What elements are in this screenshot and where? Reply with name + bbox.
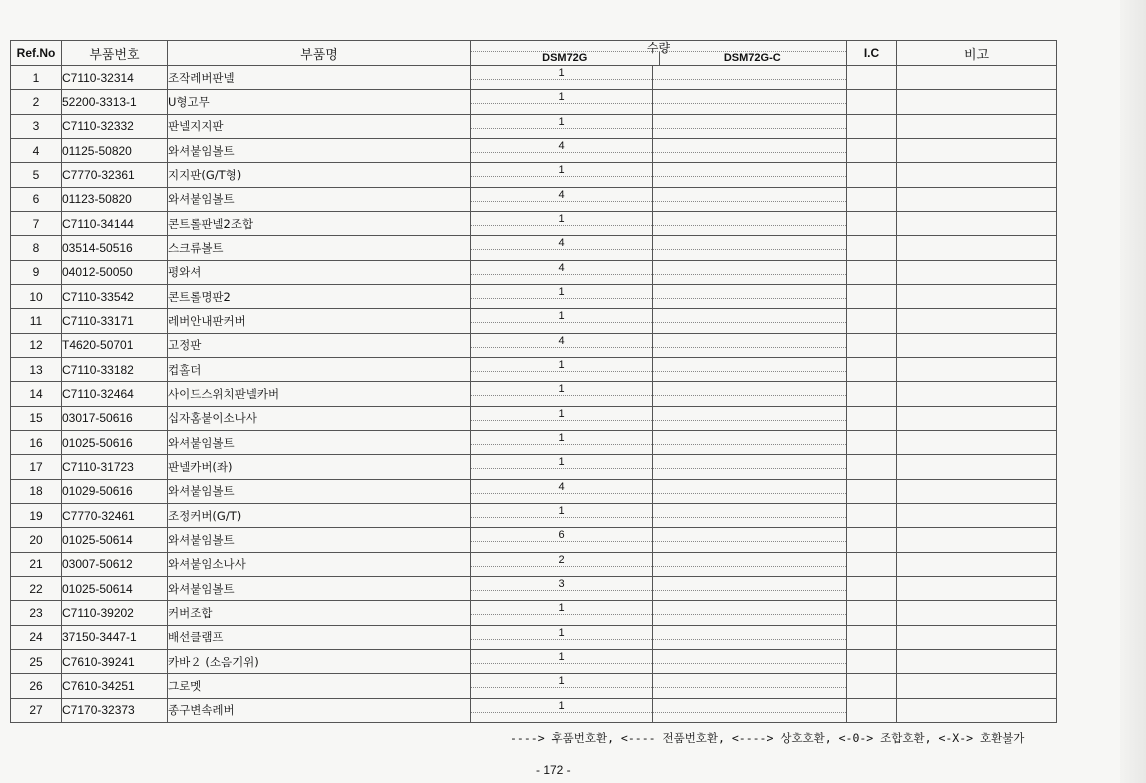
qty-cell-model-b	[653, 406, 847, 430]
ref-cell: 15	[11, 406, 62, 430]
ref-cell: 1	[11, 66, 62, 90]
part-name-cell: 콘트롤판넬2조합	[168, 211, 471, 235]
qty-cell-model-a	[471, 138, 653, 162]
ic-cell	[847, 698, 897, 722]
table-row	[11, 163, 1057, 187]
table-row	[11, 187, 1057, 211]
part-name-cell: 와셔붙임소나사	[168, 552, 471, 576]
ic-cell	[847, 333, 897, 357]
table-row	[11, 576, 1057, 600]
table-row	[11, 211, 1057, 235]
qty-value: 4	[558, 334, 565, 347]
part-name-cell: 사이드스위치판넬카버	[168, 382, 471, 406]
part-name-cell: 커버조합	[168, 601, 471, 625]
ic-cell	[847, 649, 897, 673]
part-name-cell: 판넬지지판	[168, 114, 471, 138]
remarks-cell	[897, 479, 1057, 503]
ic-cell	[847, 382, 897, 406]
qty-cell-model-b	[653, 576, 847, 600]
remarks-cell	[897, 333, 1057, 357]
ref-cell: 6	[11, 187, 62, 211]
ref-cell: 16	[11, 430, 62, 454]
ref-cell: 19	[11, 503, 62, 527]
qty-cell-model-a	[471, 552, 653, 576]
part-name-cell: 지지판(G/T형)	[168, 163, 471, 187]
qty-cell-model-a	[471, 90, 653, 114]
qty-cell-model-a	[471, 576, 653, 600]
parts-table	[10, 40, 1057, 723]
table-row	[11, 260, 1057, 284]
part-no-cell: C7110-33542	[62, 284, 168, 308]
table-row	[11, 503, 1057, 527]
table-header-row	[11, 41, 1057, 66]
part-no-cell: 37150-3447-1	[62, 625, 168, 649]
part-no-cell: C7770-32361	[62, 163, 168, 187]
remarks-cell	[897, 163, 1057, 187]
qty-value: 1	[558, 358, 565, 371]
qty-cell-model-a	[471, 236, 653, 260]
part-no-cell: 01025-50614	[62, 528, 168, 552]
part-name-cell: 종구변속레버	[168, 698, 471, 722]
ic-cell	[847, 552, 897, 576]
part-name-cell: 고정판	[168, 333, 471, 357]
qty-value: 1	[558, 91, 565, 104]
table-row	[11, 601, 1057, 625]
table-row	[11, 357, 1057, 381]
ic-cell	[847, 455, 897, 479]
header-ic: I.C	[847, 41, 897, 66]
ref-cell: 2	[11, 90, 62, 114]
qty-value: 1	[558, 602, 565, 615]
qty-value: 1	[558, 626, 565, 639]
qty-cell-model-b	[653, 260, 847, 284]
part-no-cell: C7110-34144	[62, 211, 168, 235]
remarks-cell	[897, 357, 1057, 381]
qty-value: 1	[558, 212, 565, 225]
qty-cell-model-b	[653, 163, 847, 187]
qty-cell-model-a	[471, 211, 653, 235]
qty-cell-model-a	[471, 187, 653, 211]
qty-value: 6	[558, 529, 565, 542]
table-row	[11, 236, 1057, 260]
part-no-cell: C7610-34251	[62, 674, 168, 698]
header-quantity	[471, 41, 847, 66]
qty-cell-model-a	[471, 698, 653, 722]
ic-cell	[847, 211, 897, 235]
table-row	[11, 333, 1057, 357]
qty-value: 1	[558, 699, 565, 712]
ref-cell: 17	[11, 455, 62, 479]
ref-cell: 7	[11, 211, 62, 235]
part-no-cell: 04012-50050	[62, 260, 168, 284]
header-remarks: 비고	[897, 41, 1057, 66]
ref-cell: 21	[11, 552, 62, 576]
ref-cell: 8	[11, 236, 62, 260]
part-no-cell: 01123-50820	[62, 187, 168, 211]
ref-cell: 14	[11, 382, 62, 406]
ref-cell: 3	[11, 114, 62, 138]
part-no-cell: C7110-33182	[62, 357, 168, 381]
qty-cell-model-a	[471, 163, 653, 187]
ref-cell: 22	[11, 576, 62, 600]
qty-value: 1	[558, 67, 565, 79]
table-row	[11, 649, 1057, 673]
part-no-cell: C7170-32373	[62, 698, 168, 722]
remarks-cell	[897, 187, 1057, 211]
part-name-cell: 와셔붙임볼트	[168, 576, 471, 600]
qty-cell-model-b	[653, 309, 847, 333]
ic-cell	[847, 114, 897, 138]
table-row	[11, 479, 1057, 503]
ic-cell	[847, 163, 897, 187]
qty-value: 4	[558, 139, 565, 152]
table-row	[11, 674, 1057, 698]
remarks-cell	[897, 309, 1057, 333]
table-row	[11, 284, 1057, 308]
ref-cell: 24	[11, 625, 62, 649]
ic-cell	[847, 601, 897, 625]
ic-cell	[847, 236, 897, 260]
part-no-cell: 01025-50616	[62, 430, 168, 454]
ic-cell	[847, 674, 897, 698]
remarks-cell	[897, 576, 1057, 600]
qty-value: 2	[558, 553, 565, 566]
part-no-cell: C7110-39202	[62, 601, 168, 625]
qty-cell-model-a	[471, 674, 653, 698]
qty-value: 1	[558, 504, 565, 517]
header-ref-no: Ref.No	[11, 41, 62, 66]
qty-value: 1	[558, 650, 565, 663]
ic-cell	[847, 187, 897, 211]
qty-cell-model-b	[653, 114, 847, 138]
part-no-cell: T4620-50701	[62, 333, 168, 357]
qty-value: 1	[558, 383, 565, 396]
part-name-cell: 카바２ (소음기위)	[168, 649, 471, 673]
part-no-cell: C7110-31723	[62, 455, 168, 479]
qty-cell-model-b	[653, 698, 847, 722]
part-name-cell: 와셔붙임볼트	[168, 187, 471, 211]
remarks-cell	[897, 625, 1057, 649]
interchange-legend: ----> 후품번호환, <---- 전품번호환, <----> 상호호환, <-0-> 조합호환, <-X-> 호환불가	[510, 731, 1025, 745]
part-no-cell: C7110-32314	[62, 66, 168, 90]
part-no-cell: C7110-33171	[62, 309, 168, 333]
qty-cell-model-a	[471, 357, 653, 381]
header-model-b: DSM72G-C	[723, 52, 781, 64]
part-no-cell: 03514-50516	[62, 236, 168, 260]
page-edge	[1120, 0, 1146, 783]
table-row	[11, 528, 1057, 552]
header-qty-title: 수량	[646, 41, 671, 55]
qty-value: 1	[558, 675, 565, 688]
qty-cell-model-a	[471, 114, 653, 138]
qty-value: 1	[558, 431, 565, 444]
part-name-cell: 판넬카버(좌)	[168, 455, 471, 479]
remarks-cell	[897, 138, 1057, 162]
qty-cell-model-b	[653, 479, 847, 503]
ic-cell	[847, 576, 897, 600]
qty-cell-model-a	[471, 455, 653, 479]
qty-cell-model-a	[471, 333, 653, 357]
part-name-cell: 컵홀더	[168, 357, 471, 381]
header-part-name: 부품명	[168, 41, 471, 66]
qty-cell-model-b	[653, 455, 847, 479]
table-row	[11, 430, 1057, 454]
qty-cell-model-b	[653, 66, 847, 90]
qty-value: 1	[558, 407, 565, 420]
ic-cell	[847, 528, 897, 552]
table-row	[11, 625, 1057, 649]
remarks-cell	[897, 260, 1057, 284]
remarks-cell	[897, 528, 1057, 552]
ic-cell	[847, 430, 897, 454]
ref-cell: 5	[11, 163, 62, 187]
part-name-cell: 조정커버(G/T)	[168, 503, 471, 527]
part-no-cell: 52200-3313-1	[62, 90, 168, 114]
ref-cell: 26	[11, 674, 62, 698]
ref-cell: 13	[11, 357, 62, 381]
qty-cell-model-b	[653, 528, 847, 552]
qty-cell-model-b	[653, 333, 847, 357]
part-name-cell: 콘트롤명판2	[168, 284, 471, 308]
qty-cell-model-b	[653, 649, 847, 673]
qty-cell-model-a	[471, 430, 653, 454]
ic-cell	[847, 66, 897, 90]
ref-cell: 9	[11, 260, 62, 284]
remarks-cell	[897, 382, 1057, 406]
part-name-cell: 십자홈붙이소나사	[168, 406, 471, 430]
remarks-cell	[897, 503, 1057, 527]
ic-cell	[847, 625, 897, 649]
ic-cell	[847, 406, 897, 430]
part-no-cell: C7610-39241	[62, 649, 168, 673]
qty-value: 1	[558, 456, 565, 469]
page-number: - 172 -	[536, 763, 571, 777]
qty-cell-model-a	[471, 625, 653, 649]
ref-cell: 11	[11, 309, 62, 333]
table-row	[11, 114, 1057, 138]
header-model-a: DSM72G	[542, 52, 588, 64]
qty-cell-model-a	[471, 649, 653, 673]
part-name-cell: 배선클램프	[168, 625, 471, 649]
part-no-cell: 01125-50820	[62, 138, 168, 162]
part-name-cell: 와셔붙임볼트	[168, 138, 471, 162]
table-row	[11, 382, 1057, 406]
qty-value: 1	[558, 310, 565, 323]
ref-cell: 4	[11, 138, 62, 162]
part-name-cell: 평와셔	[168, 260, 471, 284]
qty-value: 1	[558, 285, 565, 298]
ic-cell	[847, 90, 897, 114]
qty-cell-model-a	[471, 284, 653, 308]
table-row	[11, 406, 1057, 430]
table-row	[11, 90, 1057, 114]
table-row	[11, 698, 1057, 722]
part-name-cell: 그로멧	[168, 674, 471, 698]
table-row	[11, 309, 1057, 333]
qty-cell-model-b	[653, 138, 847, 162]
ref-cell: 10	[11, 284, 62, 308]
table-row	[11, 66, 1057, 90]
ic-cell	[847, 309, 897, 333]
qty-cell-model-b	[653, 357, 847, 381]
qty-cell-model-b	[653, 211, 847, 235]
qty-cell-model-a	[471, 260, 653, 284]
qty-cell-model-a	[471, 406, 653, 430]
part-name-cell: 와셔붙임볼트	[168, 430, 471, 454]
table-row	[11, 138, 1057, 162]
qty-cell-model-b	[653, 284, 847, 308]
part-no-cell: 01029-50616	[62, 479, 168, 503]
ref-cell: 23	[11, 601, 62, 625]
qty-cell-model-a	[471, 66, 653, 90]
qty-value: 3	[558, 577, 565, 590]
qty-cell-model-a	[471, 601, 653, 625]
qty-value: 1	[558, 115, 565, 128]
ic-cell	[847, 260, 897, 284]
remarks-cell	[897, 406, 1057, 430]
ic-cell	[847, 503, 897, 527]
table-row	[11, 552, 1057, 576]
qty-cell-model-b	[653, 236, 847, 260]
part-name-cell: 스크류볼트	[168, 236, 471, 260]
qty-cell-model-b	[653, 601, 847, 625]
qty-cell-model-b	[653, 552, 847, 576]
qty-cell-model-a	[471, 528, 653, 552]
part-name-cell: 조작레버판넬	[168, 66, 471, 90]
ic-cell	[847, 357, 897, 381]
qty-value: 4	[558, 188, 565, 201]
header-part-no: 부품번호	[62, 41, 168, 66]
remarks-cell	[897, 90, 1057, 114]
qty-cell-model-b	[653, 503, 847, 527]
qty-cell-model-a	[471, 309, 653, 333]
qty-cell-model-b	[653, 90, 847, 114]
remarks-cell	[897, 66, 1057, 90]
qty-cell-model-b	[653, 187, 847, 211]
qty-cell-model-b	[653, 674, 847, 698]
remarks-cell	[897, 601, 1057, 625]
part-name-cell: U형고무	[168, 90, 471, 114]
qty-cell-model-a	[471, 382, 653, 406]
qty-value: 4	[558, 480, 565, 493]
remarks-cell	[897, 674, 1057, 698]
qty-value: 1	[558, 164, 565, 177]
qty-value: 4	[558, 261, 565, 274]
ic-cell	[847, 479, 897, 503]
remarks-cell	[897, 455, 1057, 479]
remarks-cell	[897, 430, 1057, 454]
ref-cell: 20	[11, 528, 62, 552]
remarks-cell	[897, 649, 1057, 673]
part-no-cell: 01025-50614	[62, 576, 168, 600]
part-name-cell: 레버안내판커버	[168, 309, 471, 333]
remarks-cell	[897, 698, 1057, 722]
qty-value: 4	[558, 237, 565, 250]
remarks-cell	[897, 114, 1057, 138]
part-name-cell: 와셔붙임볼트	[168, 528, 471, 552]
ic-cell	[847, 284, 897, 308]
part-no-cell: C7770-32461	[62, 503, 168, 527]
part-no-cell: C7110-32332	[62, 114, 168, 138]
part-name-cell: 와셔붙임볼트	[168, 479, 471, 503]
qty-cell-model-b	[653, 430, 847, 454]
ic-cell	[847, 138, 897, 162]
part-no-cell: 03017-50616	[62, 406, 168, 430]
remarks-cell	[897, 236, 1057, 260]
remarks-cell	[897, 552, 1057, 576]
ref-cell: 18	[11, 479, 62, 503]
table-row	[11, 455, 1057, 479]
qty-cell-model-a	[471, 503, 653, 527]
qty-cell-model-b	[653, 382, 847, 406]
part-no-cell: 03007-50612	[62, 552, 168, 576]
ref-cell: 12	[11, 333, 62, 357]
ref-cell: 27	[11, 698, 62, 722]
part-no-cell: C7110-32464	[62, 382, 168, 406]
remarks-cell	[897, 211, 1057, 235]
remarks-cell	[897, 284, 1057, 308]
qty-cell-model-a	[471, 479, 653, 503]
qty-cell-model-b	[653, 625, 847, 649]
ref-cell: 25	[11, 649, 62, 673]
